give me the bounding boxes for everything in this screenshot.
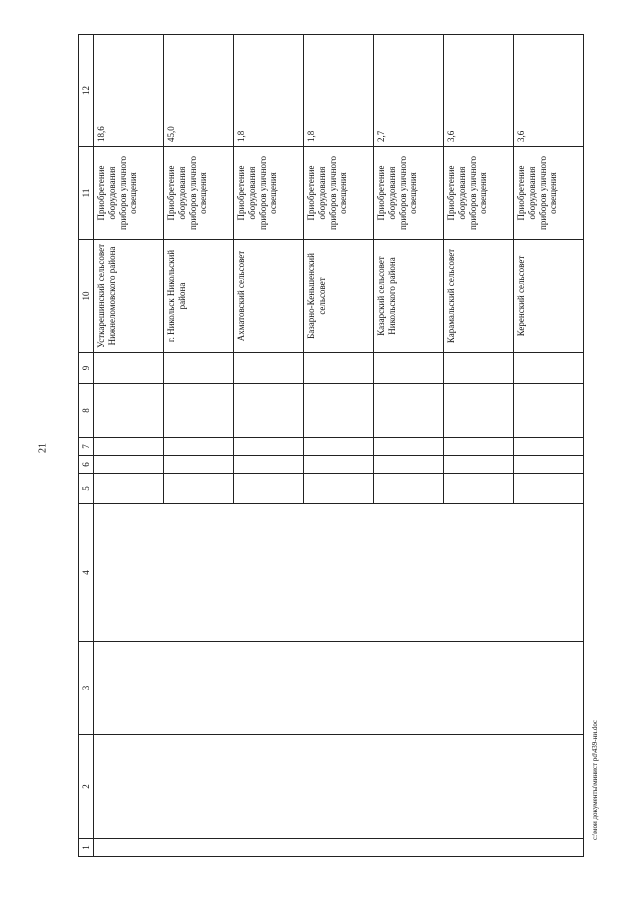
location-cell: Казарский сельсовет Никольского района: [374, 240, 444, 353]
empty-cell: [234, 384, 304, 438]
location-cell: Усткарешинский сельсовет Нижнеломовского района: [94, 240, 164, 353]
empty-cell: [444, 474, 514, 504]
empty-cell: [164, 384, 234, 438]
column-header: 7: [79, 438, 94, 456]
location-cell: Ахматовский сельсовет: [234, 240, 304, 353]
empty-cell: [514, 353, 584, 384]
empty-cell: [94, 642, 584, 735]
empty-cell: [304, 384, 374, 438]
empty-cell: [94, 456, 164, 474]
description-cell: Приобретение оборудования приборов уличного освещения: [304, 147, 374, 240]
empty-cell: [514, 456, 584, 474]
column-header: 12: [79, 35, 94, 147]
amount-cell: 1,8: [304, 35, 374, 147]
column-header: 1: [79, 839, 94, 857]
empty-cell: [164, 438, 234, 456]
empty-cell: [234, 474, 304, 504]
column-header: 5: [79, 474, 94, 504]
amount-cell: 18,6: [94, 35, 164, 147]
empty-cell: [94, 735, 584, 839]
amount-cell: 3,6: [444, 35, 514, 147]
description-cell: Приобретение оборудования приборов уличного освещения: [234, 147, 304, 240]
empty-cell: [444, 384, 514, 438]
empty-cell: [374, 353, 444, 384]
description-cell: Приобретение оборудования приборов уличного освещения: [94, 147, 164, 240]
empty-cell: [374, 384, 444, 438]
empty-cell: [514, 438, 584, 456]
table-rotation-frame: [78, 35, 571, 857]
description-cell: Приобретение оборудования приборов уличного освещения: [164, 147, 234, 240]
empty-cell: [234, 353, 304, 384]
footer-file-path: c:\мои документы\минист pd\439-ни.doc: [591, 720, 599, 840]
column-header: 9: [79, 353, 94, 384]
empty-cell: [164, 474, 234, 504]
empty-cell: [94, 438, 164, 456]
empty-cell: [94, 474, 164, 504]
description-cell: Приобретение оборудования приборов уличного освещения: [514, 147, 584, 240]
location-cell: Керенский сельсовет: [514, 240, 584, 353]
location-cell: Карамальский сельсовет: [444, 240, 514, 353]
column-header: 6: [79, 456, 94, 474]
empty-cell: [234, 438, 304, 456]
empty-cell: [514, 474, 584, 504]
empty-cell: [374, 456, 444, 474]
column-header: 3: [79, 642, 94, 735]
data-table: [78, 34, 584, 857]
empty-cell: [374, 474, 444, 504]
empty-cell: [304, 474, 374, 504]
empty-cell: [94, 504, 584, 642]
column-header: 10: [79, 240, 94, 353]
column-header: 11: [79, 147, 94, 240]
empty-cell: [164, 456, 234, 474]
table-row: [94, 35, 164, 857]
location-cell: Базарно-Кеньшенский сельсовет: [304, 240, 374, 353]
empty-cell: [94, 839, 584, 857]
empty-cell: [164, 353, 234, 384]
empty-cell: [304, 456, 374, 474]
empty-cell: [304, 438, 374, 456]
empty-cell: [94, 384, 164, 438]
description-cell: Приобретение оборудования приборов уличного освещения: [444, 147, 514, 240]
rotated-table-container: [78, 35, 571, 857]
column-header: 4: [79, 504, 94, 642]
location-cell: г. Никольск Никольский района: [164, 240, 234, 353]
empty-cell: [444, 456, 514, 474]
amount-cell: 45,0: [164, 35, 234, 147]
amount-cell: 1,8: [234, 35, 304, 147]
empty-cell: [234, 456, 304, 474]
empty-cell: [444, 353, 514, 384]
empty-cell: [304, 353, 374, 384]
page-number: 21: [37, 443, 49, 453]
empty-cell: [374, 438, 444, 456]
empty-cell: [514, 384, 584, 438]
column-header: 2: [79, 735, 94, 839]
column-header: 8: [79, 384, 94, 438]
column-number-row: [79, 35, 94, 857]
empty-cell: [444, 438, 514, 456]
amount-cell: 2,7: [374, 35, 444, 147]
amount-cell: 3,6: [514, 35, 584, 147]
empty-cell: [94, 353, 164, 384]
description-cell: Приобретение оборудования приборов уличного освещения: [374, 147, 444, 240]
